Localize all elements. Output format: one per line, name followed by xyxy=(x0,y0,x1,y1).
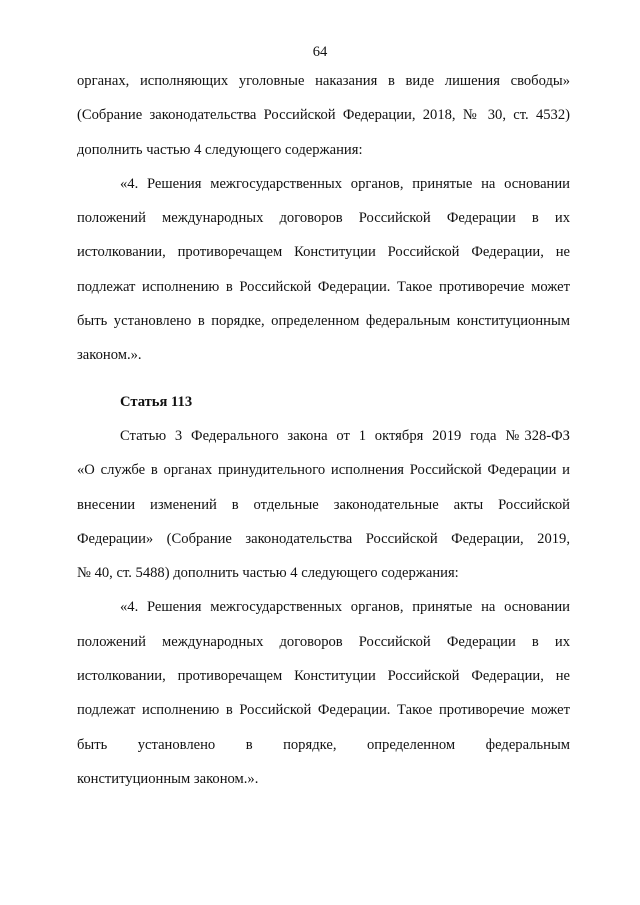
text-line: № 40, ст. 5488) дополнить частью 4 следующего содержания: xyxy=(77,565,459,582)
text-line: быть установлено в порядке, определенном федеральным xyxy=(77,736,570,753)
text-line: внесении изменений в отдельные законодательные акты Российской xyxy=(77,496,570,513)
text-line: Статью 3 Федерального закона от 1 октября 2019 года №328-ФЗ xyxy=(120,427,570,444)
text-line: истолковании, противоречащем Конституции Российской Федерации, не xyxy=(77,244,570,261)
paragraph-article-text xyxy=(77,419,570,590)
text-line: быть установлено в порядке, определенном федеральным конституционным xyxy=(77,313,570,330)
text-line: законом.». xyxy=(77,347,142,364)
paragraph-continuation xyxy=(77,64,570,167)
text-line: органах, исполняющих уголовные наказания в виде лишения свободы» xyxy=(77,73,570,89)
text-line: Федерации» (Собрание законодательства Российской Федерации, 2019, xyxy=(77,530,570,547)
paragraph-quoted-amendment xyxy=(77,167,570,373)
text-line: «4. Решения межгосударственных органов, принятые на основании xyxy=(120,175,570,192)
text-line: подлежат исполнению в Российской Федерации. Такое противоречие может xyxy=(77,278,570,295)
text-line: положений международных договоров Российской Федерации в их xyxy=(77,633,570,650)
text-line: конституционным законом.». xyxy=(77,770,259,787)
article-heading: Статья 113 xyxy=(120,393,193,410)
paragraph-quoted-amendment xyxy=(77,590,570,796)
text-line: положений международных договоров Российской Федерации в их xyxy=(77,210,570,227)
text-line: (Собрание законодательства Российской Федерации, 2018, № 30, ст. 4532) xyxy=(77,107,570,124)
page-number: 64 xyxy=(312,44,328,60)
text-line: «О службе в органах принудительного исполнения Российской Федерации и xyxy=(77,462,570,479)
text-line: подлежат исполнению в Российской Федерации. Такое противоречие может xyxy=(77,702,570,719)
text-line: истолковании, противоречащем Конституции Российской Федерации, не xyxy=(77,668,570,685)
text-line: дополнить частью 4 следующего содержания: xyxy=(77,141,363,158)
text-line: «4. Решения межгосударственных органов, принятые на основании xyxy=(120,599,570,616)
document-body xyxy=(77,64,570,796)
